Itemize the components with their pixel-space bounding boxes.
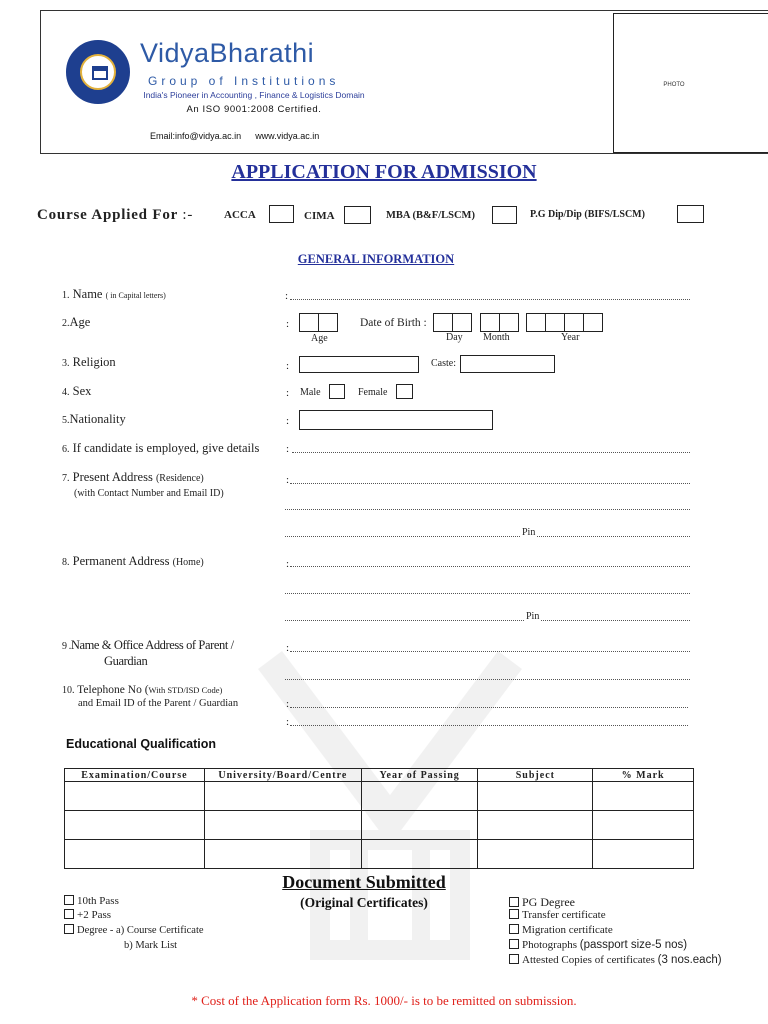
course-pgdip-checkbox[interactable] [677, 205, 704, 223]
checkbox-icon[interactable] [64, 924, 74, 934]
table-cell[interactable] [593, 840, 694, 869]
nationality-input[interactable] [299, 410, 493, 430]
page-title: APPLICATION FOR ADMISSION [231, 161, 537, 183]
table-row [65, 811, 694, 840]
dob-year-3[interactable] [564, 313, 584, 332]
table-cell[interactable] [361, 782, 478, 811]
checkbox-icon[interactable] [64, 895, 74, 905]
doc-10th-pass[interactable]: 10th Pass [64, 895, 119, 907]
checkbox-icon[interactable] [509, 897, 519, 907]
table-cell[interactable] [478, 811, 593, 840]
doc-pg-degree[interactable]: PG Degree [509, 895, 575, 910]
documents-heading: Document Submitted [282, 872, 446, 892]
education-heading: Educational Qualification [66, 737, 217, 751]
table-cell[interactable] [204, 782, 361, 811]
dob-month-1[interactable] [480, 313, 500, 332]
sex-male-checkbox[interactable] [329, 384, 345, 399]
checkbox-icon[interactable] [509, 924, 519, 934]
telephone-input[interactable] [290, 707, 688, 708]
table-cell[interactable] [65, 840, 205, 869]
checkbox-icon[interactable] [509, 909, 519, 919]
sex-label: 4. Sex [62, 384, 92, 398]
table-cell[interactable] [361, 840, 478, 869]
table-cell[interactable] [65, 811, 205, 840]
permanent-address-label: 8. Permanent Address (Home) [62, 554, 204, 568]
employment-input[interactable] [292, 452, 690, 453]
table-cell[interactable] [204, 811, 361, 840]
present-pin-label: Pin [522, 527, 536, 538]
course-option-pgdip: P.G Dip/Dip (BIFS/LSCM) [530, 209, 645, 220]
course-acca-checkbox[interactable] [269, 205, 294, 223]
parent-line-2[interactable] [285, 679, 690, 680]
contact-line [150, 131, 319, 141]
doc-mark-list: b) Mark List [124, 940, 178, 951]
doc-attested[interactable]: Attested Copies of certificates (3 nos.each) [509, 954, 722, 966]
doc-transfer[interactable]: Transfer certificate [509, 909, 606, 921]
fee-note: * Cost of the Application form Rs. 1000/- is to be remitted on submission. [191, 993, 577, 1008]
table-row [65, 840, 694, 869]
table-cell[interactable] [361, 811, 478, 840]
permanent-pin-label: Pin [526, 611, 540, 622]
dob-year-1[interactable] [526, 313, 546, 332]
age-label: 2.Age [62, 315, 91, 329]
dob-label: Date of Birth : [360, 317, 427, 329]
column-header: Examination/Course [65, 769, 205, 782]
brand-tagline: India's Pioneer in Accounting , Finance & Logistics Domain [143, 90, 365, 100]
name-label: 1. Name ( in Capital letters) [62, 287, 166, 301]
general-info-heading: GENERAL INFORMATION [297, 252, 455, 266]
dob-month-2[interactable] [499, 313, 519, 332]
doc-photographs[interactable]: Photographs (passport size-5 nos) [509, 939, 687, 951]
table-cell[interactable] [478, 782, 593, 811]
table-cell[interactable] [65, 782, 205, 811]
doc-migration[interactable]: Migration certificate [509, 924, 613, 936]
table-cell[interactable] [593, 782, 694, 811]
present-address-line-1[interactable] [290, 483, 690, 484]
photo-label: PHOTO [663, 82, 685, 88]
checkbox-icon[interactable] [64, 909, 74, 919]
permanent-address-line-2[interactable] [285, 593, 690, 594]
age-digit-2[interactable] [318, 313, 338, 332]
column-header: Year of Passing [361, 769, 478, 782]
course-option-cima: CIMA [304, 210, 335, 222]
present-address-line-2[interactable] [285, 509, 690, 510]
website-text: www.vidya.ac.in [255, 131, 320, 141]
table-cell[interactable] [478, 840, 593, 869]
permanent-address-line-1[interactable] [290, 566, 690, 567]
permanent-address-line-3[interactable] [285, 620, 690, 621]
iso-certification: An ISO 9001:2008 Certified. [186, 104, 322, 115]
doc-degree-course[interactable]: Degree - a) Course Certificate [64, 924, 204, 936]
email-text: Email:info@vidya.ac.in [150, 131, 242, 141]
dob-day-2[interactable] [452, 313, 472, 332]
age-digit-1[interactable] [299, 313, 319, 332]
checkbox-icon[interactable] [509, 939, 519, 949]
doc-plus-two[interactable]: +2 Pass [64, 909, 111, 921]
dob-day-1[interactable] [433, 313, 453, 332]
employment-label: 6. If candidate is employed, give details [62, 441, 260, 455]
table-row [65, 782, 694, 811]
parent-line-1[interactable] [290, 651, 690, 652]
course-option-acca: ACCA [224, 209, 256, 221]
column-header: University/Board/Centre [204, 769, 361, 782]
course-option-mba: MBA (B&F/LSCM) [386, 210, 475, 221]
course-cima-checkbox[interactable] [344, 206, 371, 224]
column-header: Subject [478, 769, 593, 782]
brand-name: VidyaBharathi [140, 38, 315, 68]
name-input[interactable] [290, 299, 690, 300]
education-table [64, 768, 694, 869]
table-cell[interactable] [204, 840, 361, 869]
checkbox-icon[interactable] [509, 954, 519, 964]
present-address-line-3[interactable] [285, 536, 690, 537]
table-cell[interactable] [593, 811, 694, 840]
column-header: % Mark [593, 769, 694, 782]
telephone-label: 10. Telephone No (With STD/ISD Code) [62, 684, 223, 696]
religion-input[interactable] [299, 356, 419, 373]
sex-female-checkbox[interactable] [396, 384, 413, 399]
present-address-label: 7. Present Address (Residence) [62, 470, 204, 484]
religion-label: 3. Religion [62, 355, 116, 369]
course-label: Course Applied For :- [37, 207, 194, 223]
parent-email-input[interactable] [290, 725, 688, 726]
caste-input[interactable] [460, 355, 555, 373]
dob-year-2[interactable] [545, 313, 565, 332]
parent-label: 9 .Name & Office Address of Parent / [62, 638, 234, 652]
nationality-label: 5.Nationality [62, 412, 126, 426]
documents-subheading: (Original Certificates) [300, 895, 428, 910]
logo-seal-icon [66, 40, 130, 104]
course-mba-checkbox[interactable] [492, 206, 517, 224]
dob-year-4[interactable] [583, 313, 603, 332]
brand-subtitle: Group of Institutions [148, 74, 340, 88]
